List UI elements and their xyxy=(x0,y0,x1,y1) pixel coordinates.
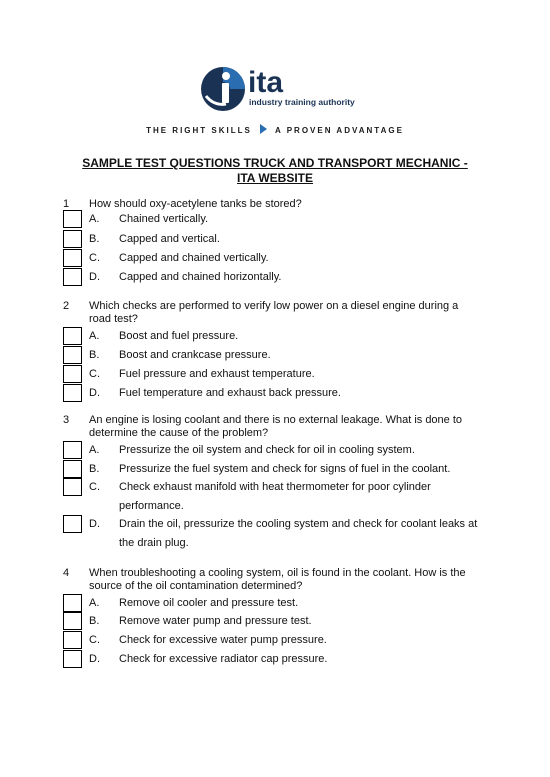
answer-checkbox[interactable] xyxy=(63,594,82,612)
option-letter: D. xyxy=(89,653,100,665)
option-text: Capped and vertical. xyxy=(119,233,220,245)
logo-wordmark: ita xyxy=(248,66,284,99)
option-3d[interactable] xyxy=(63,517,483,549)
option-4c[interactable] xyxy=(63,633,483,651)
question-stem: An engine is losing coolant and there is no external leakage. What is done to determine the cause of the problem? xyxy=(89,414,463,439)
option-letter: A. xyxy=(89,444,100,456)
answer-checkbox[interactable] xyxy=(63,631,82,649)
answer-checkbox[interactable] xyxy=(63,612,82,630)
option-3c[interactable] xyxy=(63,480,483,512)
option-1d[interactable] xyxy=(63,270,483,288)
option-letter: D. xyxy=(89,271,100,283)
option-letter: B. xyxy=(89,463,100,475)
option-4b[interactable] xyxy=(63,614,483,632)
answer-checkbox[interactable] xyxy=(63,650,82,668)
tagline-left: THE RIGHT SKILLS xyxy=(146,126,252,135)
question-stem: When troubleshooting a cooling system, oil is found in the coolant. How is the source of the oil contamination determined? xyxy=(89,567,466,592)
option-1a[interactable] xyxy=(63,212,483,230)
option-text: Check for excessive radiator cap pressure. xyxy=(119,653,328,665)
answer-checkbox[interactable] xyxy=(63,268,82,286)
option-text: Chained vertically. xyxy=(119,213,209,225)
option-text: Boost and fuel pressure. xyxy=(119,330,239,342)
option-1c[interactable] xyxy=(63,251,483,269)
option-2c[interactable] xyxy=(63,367,483,385)
option-text: Fuel pressure and exhaust temperature. xyxy=(119,368,315,380)
option-letter: C. xyxy=(89,481,100,493)
option-text: Remove water pump and pressure test. xyxy=(119,615,312,627)
option-3a[interactable] xyxy=(63,443,483,461)
option-4a[interactable] xyxy=(63,596,483,614)
option-text: Pressurize the fuel system and check for signs of fuel in the coolant. xyxy=(119,463,451,475)
answer-checkbox[interactable] xyxy=(63,230,82,248)
ita-logo-mark-icon xyxy=(200,66,246,112)
option-text: Remove oil cooler and pressure test. xyxy=(119,597,299,609)
option-text: Capped and chained vertically. xyxy=(119,252,269,264)
option-letter: A. xyxy=(89,597,100,609)
option-text: Check for excessive water pump pressure. xyxy=(119,634,327,646)
question-stem: How should oxy-acetylene tanks be stored? xyxy=(89,198,302,210)
option-letter: A. xyxy=(89,330,100,342)
option-letter: B. xyxy=(89,349,100,361)
answer-checkbox[interactable] xyxy=(63,478,82,496)
answer-checkbox[interactable] xyxy=(63,515,82,533)
page-title xyxy=(40,156,510,186)
option-letter: C. xyxy=(89,368,100,380)
question-number: 2 xyxy=(63,300,70,312)
option-text: Boost and crankcase pressure. xyxy=(119,349,271,361)
option-letter: C. xyxy=(89,252,100,264)
answer-checkbox[interactable] xyxy=(63,210,82,228)
option-letter: D. xyxy=(89,387,100,399)
option-letter: D. xyxy=(89,518,100,530)
answer-checkbox[interactable] xyxy=(63,327,82,345)
option-letter: B. xyxy=(89,233,100,245)
answer-checkbox[interactable] xyxy=(63,384,82,402)
question-number: 1 xyxy=(63,198,70,210)
option-text: Drain the oil, pressurize the cooling system and check for coolant leaks at the drain plug. xyxy=(119,518,478,549)
option-1b[interactable] xyxy=(63,232,483,250)
option-letter: C. xyxy=(89,634,100,646)
option-text: Fuel temperature and exhaust back pressure. xyxy=(119,387,341,399)
logo-subtitle: industry training authority xyxy=(249,97,355,107)
option-letter: B. xyxy=(89,615,100,627)
tagline xyxy=(0,124,550,135)
option-4d[interactable] xyxy=(63,652,483,670)
answer-checkbox[interactable] xyxy=(63,365,82,383)
answer-checkbox[interactable] xyxy=(63,249,82,267)
answer-checkbox[interactable] xyxy=(63,460,82,478)
question-number: 4 xyxy=(63,567,70,579)
option-text: Capped and chained horizontally. xyxy=(119,271,282,283)
option-letter: A. xyxy=(89,213,100,225)
answer-checkbox[interactable] xyxy=(63,346,82,364)
page-title-line-1: SAMPLE TEST QUESTIONS TRUCK AND TRANSPORT MECHANIC - xyxy=(82,156,468,170)
option-2d[interactable] xyxy=(63,386,483,404)
answer-checkbox[interactable] xyxy=(63,441,82,459)
option-2a[interactable] xyxy=(63,329,483,347)
question-number: 3 xyxy=(63,414,70,426)
option-text: Pressurize the oil system and check for oil in cooling system. xyxy=(119,444,415,456)
question-stem: Which checks are performed to verify low power on a diesel engine during a road test? xyxy=(89,300,459,325)
tagline-right: A PROVEN ADVANTAGE xyxy=(275,126,404,135)
ita-logo xyxy=(200,66,400,116)
option-text: Check exhaust manifold with heat thermometer for poor cylinder performance. xyxy=(119,481,431,512)
page-title-line-2: ITA WEBSITE xyxy=(237,171,313,185)
option-2b[interactable] xyxy=(63,348,483,366)
arrow-right-icon xyxy=(260,124,267,134)
